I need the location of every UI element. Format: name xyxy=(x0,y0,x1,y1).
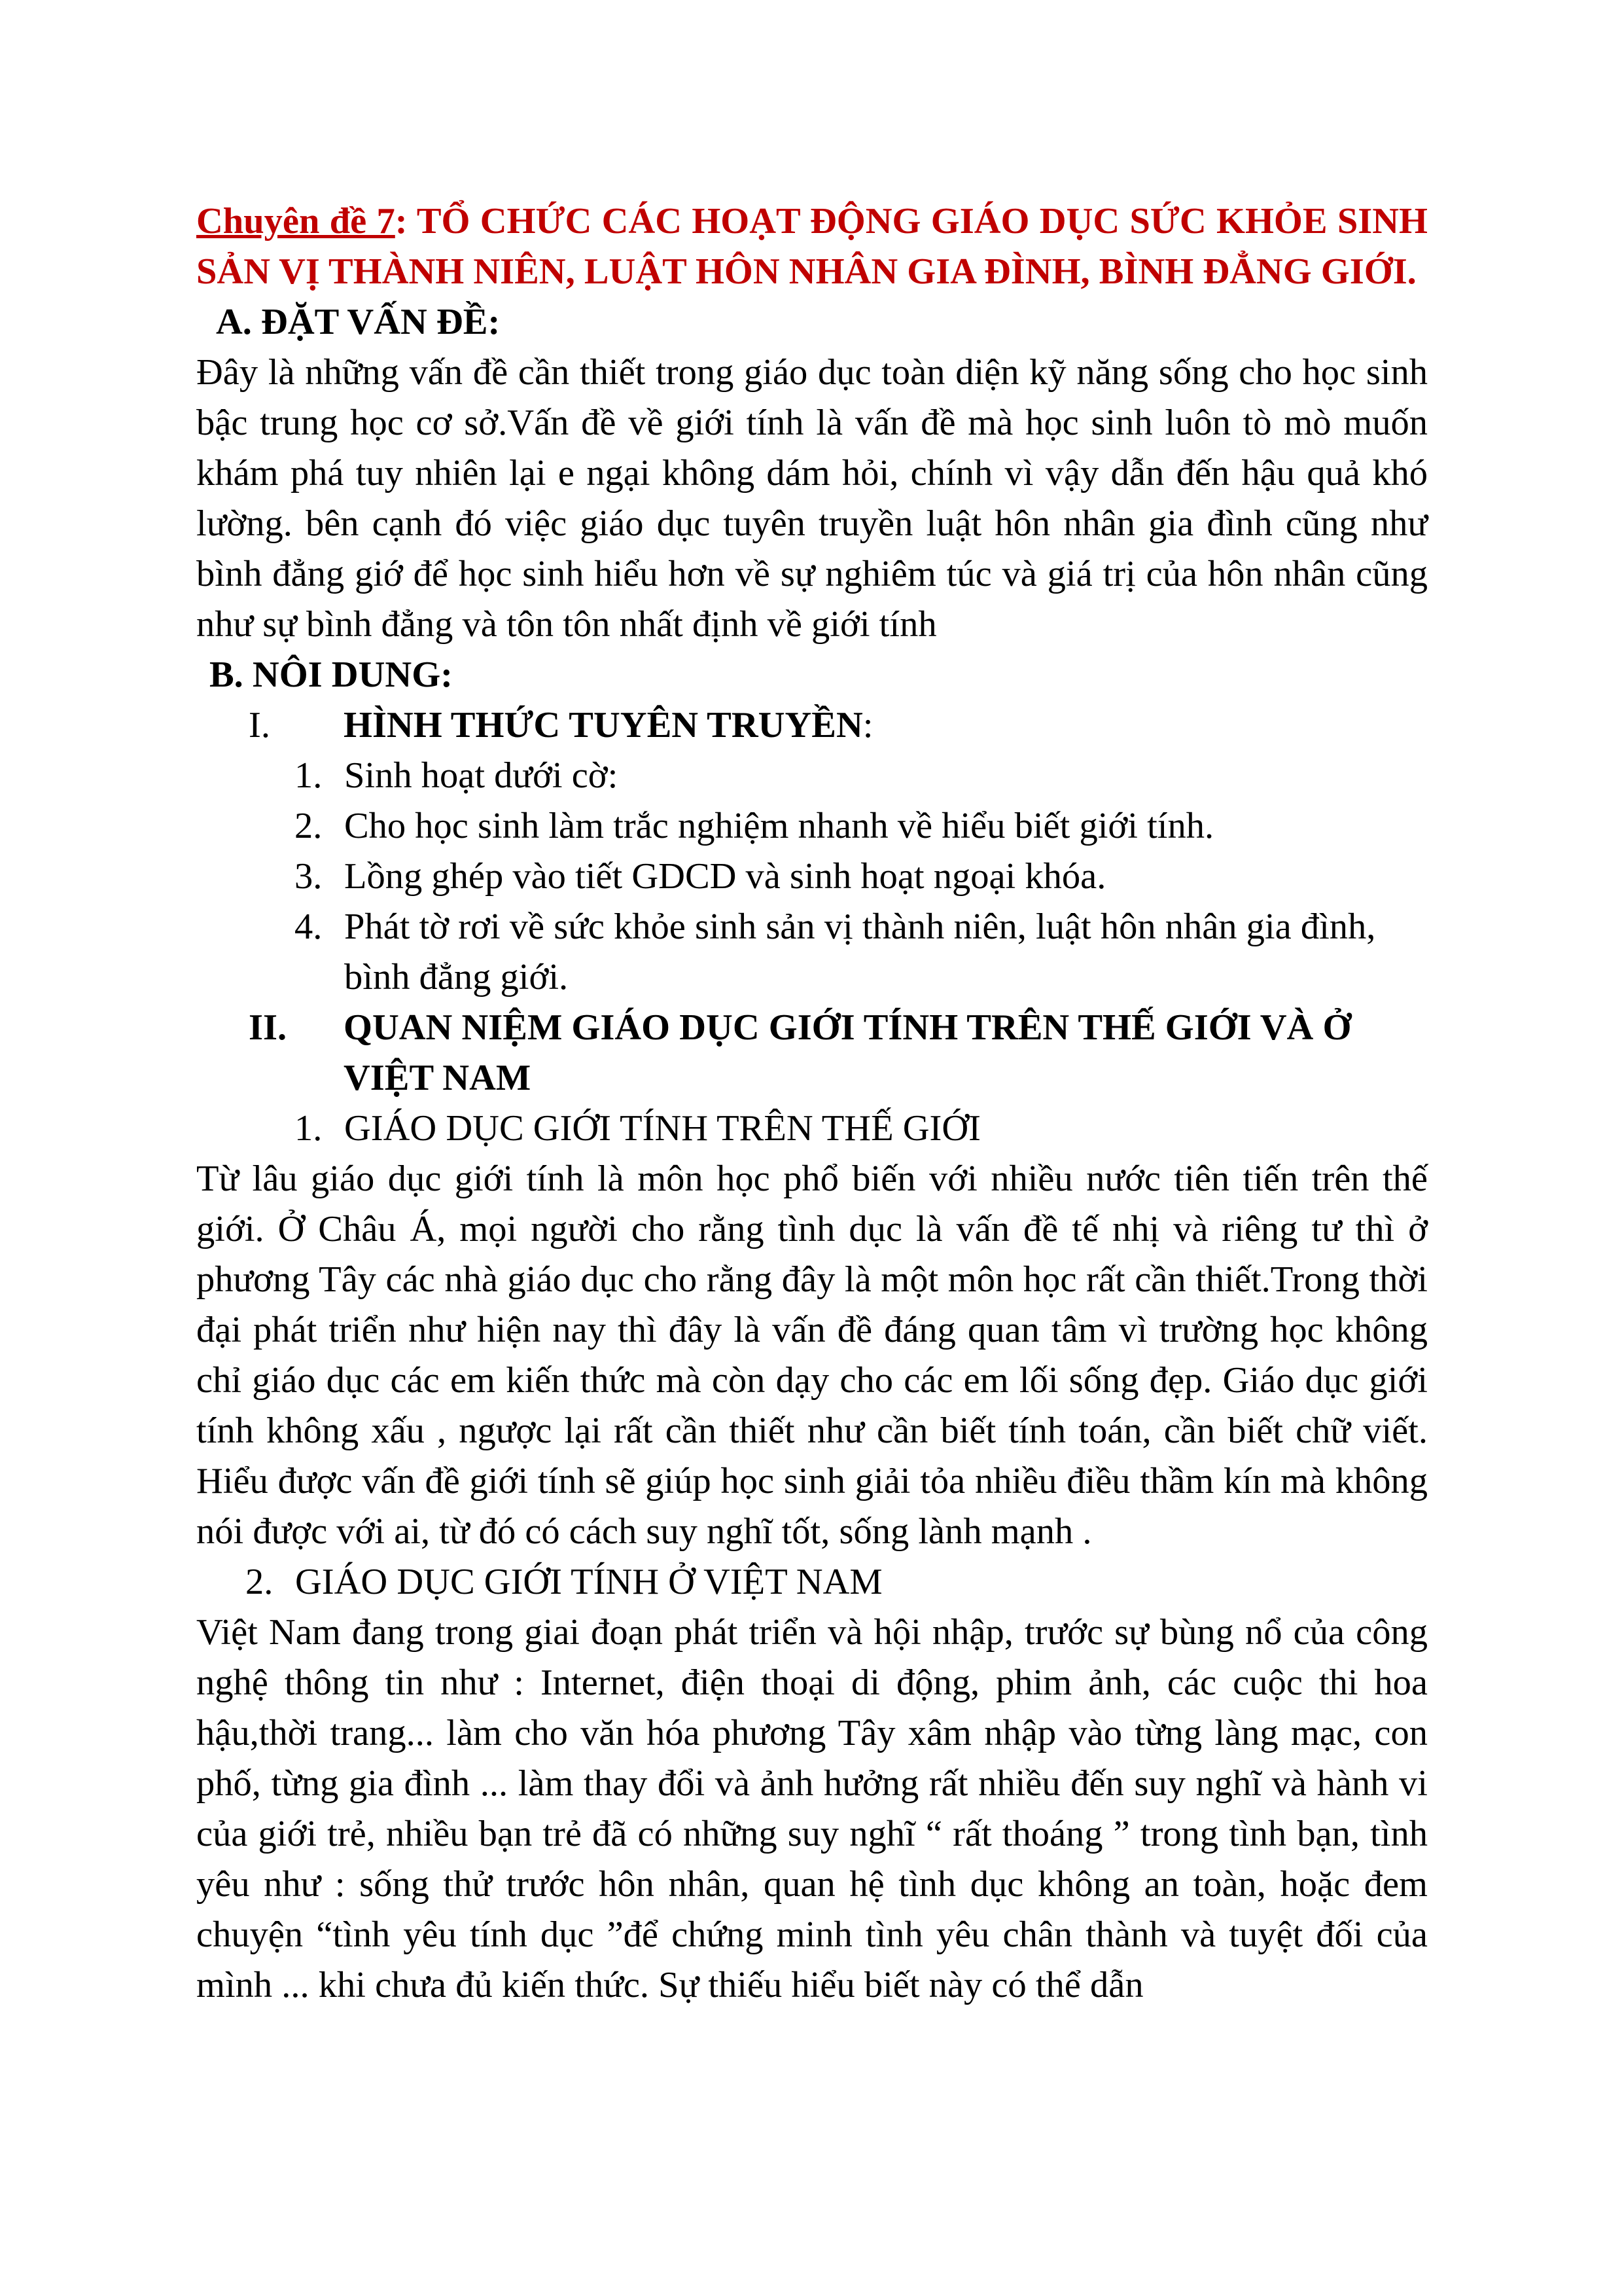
list-item xyxy=(196,852,1428,902)
list-item-number: 2. xyxy=(294,806,323,846)
subsection-2-paragraph: Việt Nam đang trong giai đoạn phát triển và hội nhập, trước sự bùng nổ của công nghệ thông tin như : Internet, điện thoại di động, phim ảnh, các cuộc thi hoa hậu,thời trang... làm cho văn hóa phương Tây xâm nhập vào từng làng mạc, con phố, từng gia đình ... làm thay đổi và ảnh hưởng rất nhiều đến suy nghĩ và hành vi của giới trẻ, nhiều bạn trẻ đã có những suy nghĩ “ rất thoáng ” trong tình bạn, tình yêu như : sống thử trước hôn nhân, quan hệ tình dục không an toàn, hoặc đem chuyện “tình yêu tính dục ”để chứng minh tình yêu chân thành và tuyệt đối của mình ... khi chưa đủ kiến thức. Sự thiếu hiểu biết này có thể dẫn xyxy=(196,1612,1428,2005)
subsection-1-heading xyxy=(196,1103,1428,1154)
document-title xyxy=(196,196,1428,297)
title-text: : TỔ CHỨC CÁC HOẠT ĐỘNG GIÁO DỤC SỨC KHỎE SINH SẢN VỊ THÀNH NIÊN, LUẬT HÔN NHÂN GIA ĐÌNH, BÌNH ĐẲNG GIỚI. xyxy=(196,201,1428,292)
list-item-text: Sinh hoạt dưới cờ: xyxy=(344,755,618,796)
list-item-number: 1. xyxy=(294,755,323,796)
document-page xyxy=(196,196,1428,2011)
part-1-list xyxy=(196,751,1428,1003)
subsection-1-title: GIÁO DỤC GIỚI TÍNH TRÊN THẾ GIỚI xyxy=(344,1108,981,1149)
section-a-paragraph: Đây là những vấn đề cần thiết trong giáo dục toàn diện kỹ năng sống cho học sinh bậc trung học cơ sở.Vấn đề về giới tính là vấn đề mà học sinh luôn tò mò muốn khám phá tuy nhiên lại e ngại không dám hỏi, chính vì vậy dẫn đến hậu quả khó lường. bên cạnh đó việc giáo dục tuyên truyền luật hôn nhân gia đình cũng như bình đẳng giớ để học sinh hiểu hơn về sự nghiêm túc và giá trị của hôn nhân cũng như sự bình đẳng và tôn tôn nhất định về giới tính xyxy=(196,352,1428,645)
list-item-text: Lồng ghép vào tiết GDCD và sinh hoạt ngoại khóa. xyxy=(344,856,1106,897)
part-2-heading xyxy=(196,1003,1428,1103)
list-item-text: Cho học sinh làm trắc nghiệm nhanh về hiểu biết giới tính. xyxy=(344,806,1214,846)
part-1-title: HÌNH THỨC TUYÊN TRUYỀN xyxy=(344,705,863,745)
list-item xyxy=(196,902,1428,1003)
part-2-title: QUAN NIỆM GIÁO DỤC GIỚI TÍNH TRÊN THẾ GIỚI VÀ Ở VIỆT NAM xyxy=(344,1007,1352,1098)
section-b-heading: B. NÔI DUNG: xyxy=(209,655,453,695)
list-item-number: 3. xyxy=(294,856,323,897)
list-item xyxy=(196,751,1428,801)
part-1-heading xyxy=(196,700,1428,751)
subsection-2-heading xyxy=(196,1557,1428,1607)
part-2-number: II. xyxy=(249,1007,287,1048)
part-1-number: I. xyxy=(249,705,270,745)
section-a-heading: A. ĐẶT VẤN ĐỀ: xyxy=(216,302,501,342)
part-1-suffix: : xyxy=(862,705,874,745)
title-topic-number: Chuyên đề 7 xyxy=(196,201,395,242)
subsection-1-number: 1. xyxy=(294,1108,323,1149)
list-item xyxy=(196,801,1428,852)
subsection-2-number: 2. xyxy=(245,1562,274,1602)
subsection-1-paragraph: Từ lâu giáo dục giới tính là môn học phổ biến với nhiều nước tiên tiến trên thế giới. Ở Châu Á, mọi người cho rằng tình dục là vấn đề tế nhị và riêng tư thì ở phương Tây các nhà giáo dục cho rằng đây là một môn học rất cần thiết.Trong thời đại phát triển như hiện nay thì đây là vấn đề đáng quan tâm vì trường học không chỉ giáo dục các em kiến thức mà còn dạy cho các em lối sống đẹp. Giáo dục giới tính không xấu , ngược lại rất cần thiết như cần biết tính toán, cần biết chữ viết. Hiểu được vấn đề giới tính sẽ giúp học sinh giải tỏa nhiều điều thầm kín mà không nói được với ai, từ đó có cách suy nghĩ tốt, sống lành mạnh . xyxy=(196,1158,1428,1552)
list-item-number: 4. xyxy=(294,906,323,947)
subsection-2-title: GIÁO DỤC GIỚI TÍNH Ở VIỆT NAM xyxy=(295,1562,883,1602)
list-item-text: Phát tờ rơi về sức khỏe sinh sản vị thành niên, luật hôn nhân gia đình, bình đẳng giới. xyxy=(344,906,1376,997)
